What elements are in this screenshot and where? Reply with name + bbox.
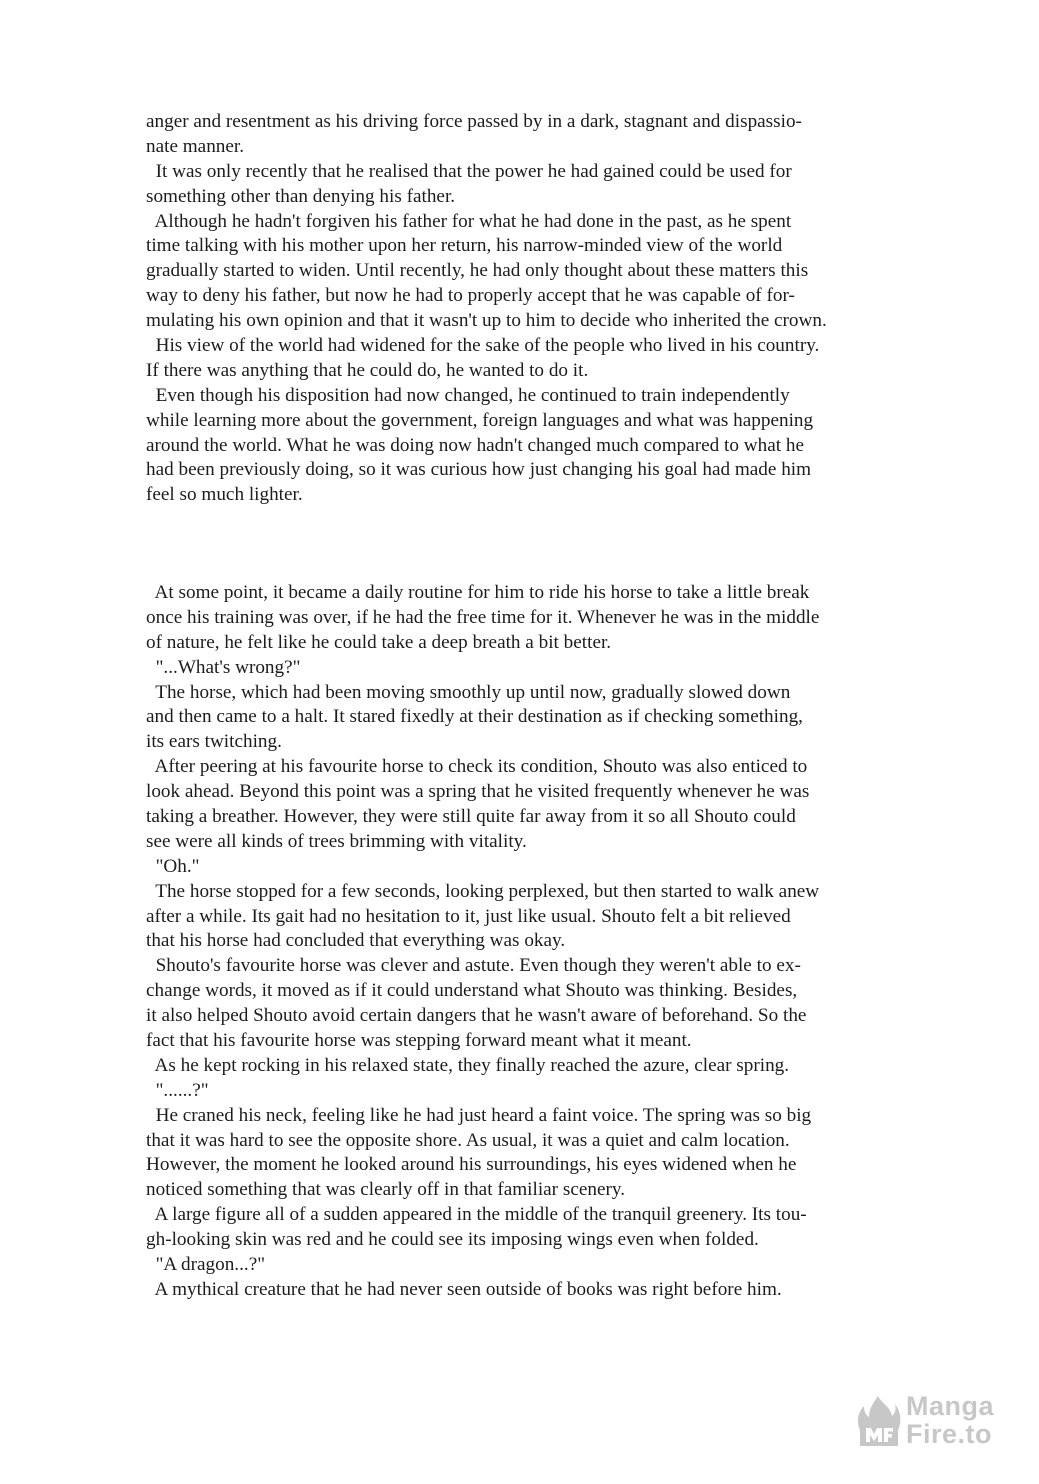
text-line: time talking with his mother upon her return, his narrow-minded view of the world [146,235,783,257]
text-line: that it was hard to see the opposite shore. As usual, it was a quiet and calm location. [146,1129,790,1151]
text-line: A large figure all of a sudden appeared in the middle of the tranquil greenery. Its tou- [146,1204,807,1226]
text-line: "......?" [146,1079,209,1101]
text-line: once his training was over, if he had the free time for it. Whenever he was in the middle [146,606,820,628]
watermark-text [906,1392,994,1448]
text-line: The horse stopped for a few seconds, looking perplexed, but then started to walk anew [146,880,820,902]
text-line: way to deny his father, but now he had to properly accept that he was capable of for- [146,285,795,307]
text-line: "Oh." [146,855,200,877]
text-line: "...What's wrong?" [146,656,301,678]
flame-mf-logo-icon [856,1394,902,1450]
text-line: fact that his favourite horse was stepping forward meant what it meant. [146,1030,692,1052]
text-line: feel so much lighter. [146,484,303,506]
text-line: taking a breather. However, they were still quite far away from it so all Shouto could [146,806,796,828]
text-line: look ahead. Beyond this point was a spring that he visited frequently whenever he was [146,781,810,803]
text-line: His view of the world had widened for the sake of the people who lived in his country. [146,335,820,357]
text-line: Although he hadn't forgiven his father for what he had done in the past, as he spent [146,210,792,232]
text-line: gh-looking skin was red and he could see its imposing wings even when folded. [146,1229,759,1251]
text-line: its ears twitching. [146,731,282,753]
watermark-line-1: Manga [906,1391,995,1421]
text-line: around the world. What he was doing now hadn't changed much compared to what he [146,434,804,456]
text-line: After peering at his favourite horse to check its condition, Shouto was also enticed to [146,756,808,778]
mangafire-watermark [856,1392,1016,1452]
text-line: If there was anything that he could do, he wanted to do it. [146,359,589,381]
text-line: mulating his own opinion and that it wasn't up to him to decide who inherited the crown. [146,310,827,332]
text-line: He craned his neck, feeling like he had just heard a faint voice. The spring was so big [146,1104,812,1126]
text-line: At some point, it became a daily routine for him to ride his horse to take a little break [146,582,810,603]
text-line: However, the moment he looked around his surroundings, his eyes widened when he [146,1154,797,1176]
text-line: "A dragon...?" [146,1254,266,1276]
text-line: Even though his disposition had now changed, he continued to train independently [146,384,790,406]
text-line: anger and resentment as his driving force passed by in a dark, stagnant and dispassio- [146,111,802,132]
text-line: after a while. Its gait had no hesitation to it, just like usual. Shouto felt a bit relieved [146,905,791,927]
text-line: of nature, he felt like he could take a deep breath a bit better. [146,631,612,653]
text-line: that his horse had concluded that everything was okay. [146,930,566,952]
text-line: something other than denying his father. [146,185,456,207]
watermark-line-2: Fire.to [906,1419,993,1449]
text-line: change words, it moved as if it could understand what Shouto was thinking. Besides, [146,980,798,1002]
text-line: As he kept rocking in his relaxed state, they finally reached the azure, clear spring. [146,1054,790,1076]
text-block-2 [146,581,946,1303]
text-line: had been previously doing, so it was curious how just changing his goal had made him [146,459,812,481]
text-line: nate manner. [146,135,245,157]
text-line: it also helped Shouto avoid certain dangers that he wasn't aware of beforehand. So the [146,1005,807,1027]
text-line: Shouto's favourite horse was clever and astute. Even though they weren't able to ex- [146,955,801,977]
text-line: The horse, which had been moving smoothly up until now, gradually slowed down [146,681,791,703]
text-line: while learning more about the government, foreign languages and what was happening [146,409,814,431]
text-block-1 [146,110,946,508]
text-line: gradually started to widen. Until recently, he had only thought about these matters this [146,260,809,282]
text-line: noticed something that was clearly off in that familiar scenery. [146,1179,625,1201]
text-line: It was only recently that he realised that the power he had gained could be used for [146,160,792,182]
text-line: see were all kinds of trees brimming with vitality. [146,830,527,852]
text-line: A mythical creature that he had never seen outside of books was right before him. [146,1278,782,1300]
text-line: and then came to a halt. It stared fixedly at their destination as if checking something, [146,706,803,728]
